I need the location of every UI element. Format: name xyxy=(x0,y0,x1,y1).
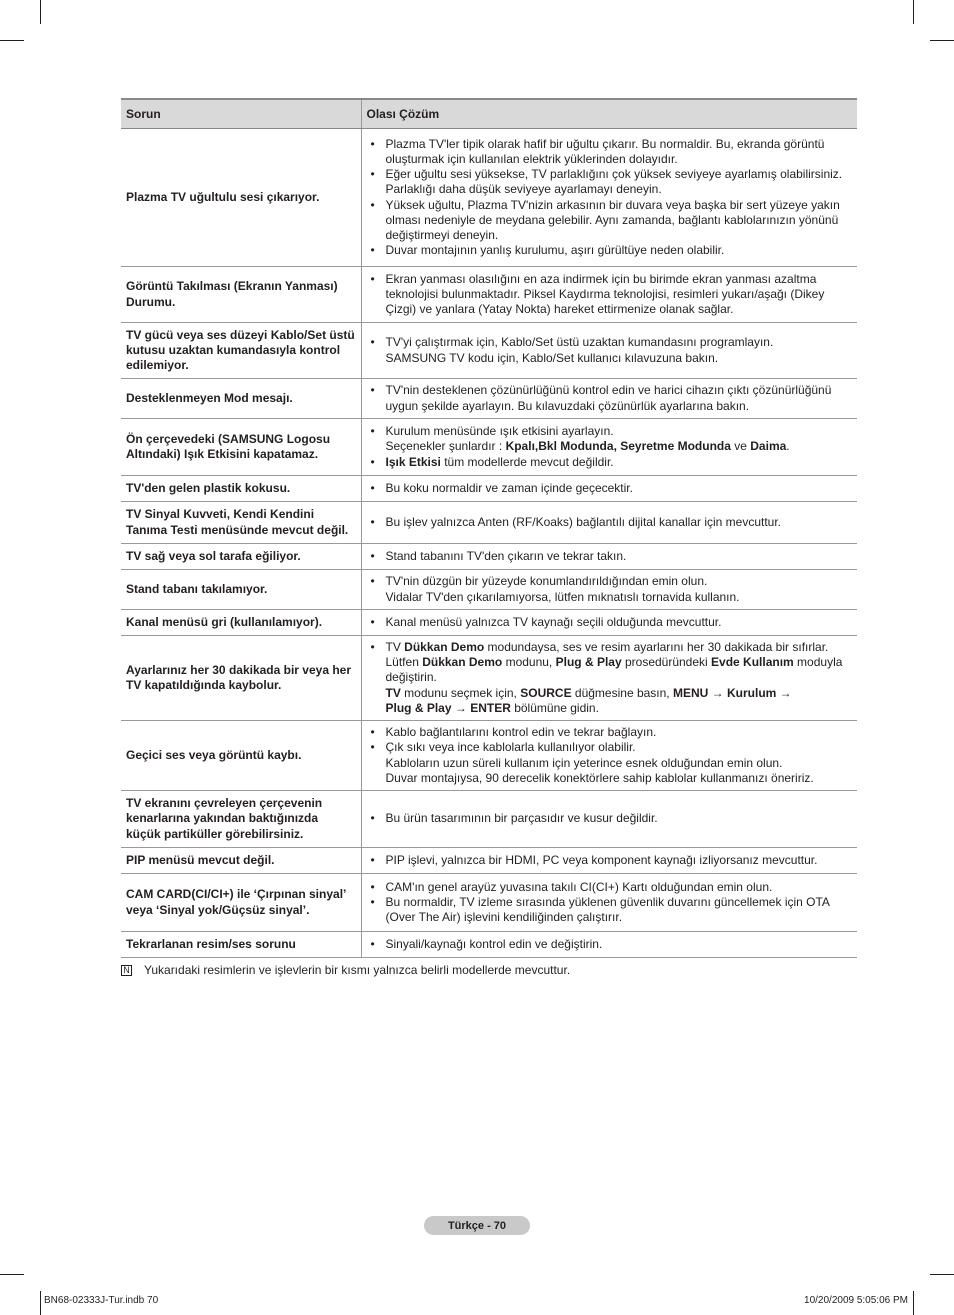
solution-cell xyxy=(361,267,857,323)
table-row xyxy=(121,848,857,874)
solution-item xyxy=(370,853,852,868)
crop-mark xyxy=(913,0,914,24)
solution-line: uygun şekilde ayarlayın. Bu kılavuzdaki çözünürlük ayarlarına bakın. xyxy=(385,398,750,413)
solution-line: • Duvar montajının yanlış kurulumu, aşırı gürültüye neden olabilir. xyxy=(385,243,725,258)
solution-line: SAMSUNG TV kodu için, Kablo/Set kullanıcı kılavuzuna bakın. xyxy=(385,350,719,365)
solution-item xyxy=(370,167,852,197)
solution-item xyxy=(370,725,852,740)
solution-item xyxy=(370,895,852,925)
solution-item xyxy=(370,481,852,496)
solution-cell xyxy=(361,502,857,544)
solution-line: • Kanal menüsü yalnızca TV kaynağı seçili olduğunda mevcuttur. xyxy=(385,614,722,629)
solution-line: olması nedeniyle de meydana gelebilir. Aynı zamanda, bağlantı kablolarınızın yönünü xyxy=(385,212,839,227)
solution-line: • Kablo bağlantılarını kontrol edin ve tekrar bağlayın. xyxy=(385,725,657,740)
solution-item xyxy=(370,515,852,530)
solution-line: • Eğer uğultu sesi yüksekse, TV parlaklığını çok yüksek seviyeye ayarlamış olabilirsiniz. xyxy=(385,167,843,182)
solution-line: • Işık Etkisi tüm modellerde mevcut değildir. xyxy=(385,454,614,469)
crop-mark xyxy=(930,1274,954,1275)
solution-item xyxy=(370,455,852,470)
solution-list xyxy=(370,272,852,318)
problem-cell: Ayarlarınız her 30 dakikada bir veya her TV kapatıldığında kaybolur. xyxy=(121,636,361,721)
table-body xyxy=(121,129,857,958)
solution-line: Seçenekler şunlardır : Kpalı,Bkl Modunda, Seyretme Modunda ve Daima. xyxy=(385,439,790,454)
solution-line: Plug & Play → ENTER bölümüne gidin. xyxy=(385,700,599,715)
problem-cell: Stand tabanı takılamıyor. xyxy=(121,570,361,610)
solution-item xyxy=(370,198,852,244)
solution-cell xyxy=(361,610,857,636)
note-icon: N xyxy=(121,965,132,976)
solution-line: • Bu normaldir, TV izleme sırasında yüklenen güvenlik duvarını güncellemek için OTA xyxy=(385,894,830,909)
footer-file: BN68-02333J-Tur.indb 70 xyxy=(44,1295,159,1306)
solution-line: • TV Dükkan Demo modundaysa, ses ve resim ayarlarını her 30 dakikada bir sıfırlar. xyxy=(385,639,829,654)
table-row xyxy=(121,721,857,791)
solution-item xyxy=(370,880,852,895)
solution-cell xyxy=(361,791,857,848)
table-row xyxy=(121,502,857,544)
solution-list xyxy=(370,383,852,413)
solution-list xyxy=(370,574,852,604)
solution-item xyxy=(370,549,852,564)
solution-line: Duvar montajıysa, 90 derecelik konektörlere sahip kablolar kullanmanızı öneririz. xyxy=(385,770,814,785)
solution-line: değiştirmeyi deneyin. xyxy=(385,227,499,242)
header-problem: Sorun xyxy=(121,99,361,129)
solution-line: Çizgi) ve yanlara (Yatay Nokta) hareket ettirmenize olanak sağlar. xyxy=(385,302,734,317)
solution-cell xyxy=(361,379,857,419)
solution-item xyxy=(370,811,852,826)
solution-list xyxy=(370,937,852,952)
solution-line: • TV'nin desteklenen çözünürlüğünü kontrol edin ve harici cihazın çıktı çözünürlüğünü xyxy=(385,383,832,398)
table-row xyxy=(121,476,857,502)
solution-item xyxy=(370,640,852,716)
problem-cell: PIP menüsü mevcut değil. xyxy=(121,848,361,874)
troubleshooting-table xyxy=(121,98,857,958)
problem-cell: Plazma TV uğultulu sesi çıkarıyor. xyxy=(121,129,361,267)
crop-mark xyxy=(913,1291,914,1315)
problem-cell: Görüntü Takılması (Ekranın Yanması) Durumu. xyxy=(121,267,361,323)
table-row xyxy=(121,267,857,323)
problem-cell: Tekrarlanan resim/ses sorunu xyxy=(121,932,361,958)
solution-item xyxy=(370,137,852,167)
crop-mark xyxy=(0,40,24,41)
solution-line: • Bu ürün tasarımının bir parçasıdır ve kusur değildir. xyxy=(385,811,658,826)
solution-cell xyxy=(361,932,857,958)
solution-item xyxy=(370,272,852,318)
solution-cell xyxy=(361,129,857,267)
table-row xyxy=(121,323,857,379)
problem-cell: Ön çerçevedeki (SAMSUNG Logosu Altındaki) Işık Etkisini kapatamaz. xyxy=(121,419,361,476)
problem-cell: TV Sinyal Kuvveti, Kendi Kendini Tanıma Testi menüsünde mevcut değil. xyxy=(121,502,361,544)
solution-item xyxy=(370,335,852,365)
problem-cell: Desteklenmeyen Mod mesajı. xyxy=(121,379,361,419)
solution-line: değiştirin. xyxy=(385,670,437,685)
solution-line: • PIP işlevi, yalnızca bir HDMI, PC veya komponent kaynağı izliyorsanız mevcuttur. xyxy=(385,852,818,867)
solution-line: • Stand tabanını TV'den çıkarın ve tekrar takın. xyxy=(385,548,627,563)
crop-mark xyxy=(0,1274,24,1275)
header-solution: Olası Çözüm xyxy=(361,99,857,129)
table-row xyxy=(121,932,857,958)
table-row xyxy=(121,636,857,721)
problem-cell: Geçici ses veya görüntü kaybı. xyxy=(121,721,361,791)
solution-line: Parlaklığı daha düşük seviyeye ayarlamayı deneyin. xyxy=(385,182,662,197)
solution-list xyxy=(370,424,852,470)
solution-line: (Over The Air) işlevini kendiliğinden çalıştırır. xyxy=(385,910,623,925)
solution-item xyxy=(370,424,852,454)
solution-item xyxy=(370,243,852,258)
crop-mark xyxy=(40,0,41,24)
solution-list xyxy=(370,549,852,564)
solution-line: • TV'nin düzgün bir yüzeyde konumlandırıldığından emin olun. xyxy=(385,574,708,589)
solution-cell xyxy=(361,544,857,570)
solution-list xyxy=(370,335,852,365)
solution-cell xyxy=(361,636,857,721)
note-text: Yukarıdaki resimlerin ve işlevlerin bir kısmı yalnızca belirli modellerde mevcuttur. xyxy=(144,963,571,977)
solution-list xyxy=(370,880,852,926)
table-row xyxy=(121,379,857,419)
solution-list xyxy=(370,481,852,496)
solution-line: oluşturmak için kullanılan elektrik yüklerinden dolayıdır. xyxy=(385,151,678,166)
solution-line: • Bu işlev yalnızca Anten (RF/Koaks) bağlantılı dijital kanallar için mevcuttur. xyxy=(385,514,782,529)
solution-cell xyxy=(361,323,857,379)
solution-line: • Yüksek uğultu, Plazma TV'nizin arkasının bir duvara veya başka bir sert yüzeye yakın xyxy=(385,197,840,212)
table-row xyxy=(121,419,857,476)
solution-list xyxy=(370,725,852,786)
solution-line: • TV'yi çalıştırmak için, Kablo/Set üstü uzaktan kumandasını programlayın. xyxy=(385,335,774,350)
solution-cell xyxy=(361,721,857,791)
solution-line: • Kurulum menüsünde ışık etkisini ayarlayın. xyxy=(385,424,614,439)
solution-cell xyxy=(361,848,857,874)
solution-line: • Plazma TV'ler tipik olarak hafif bir uğultu çıkarır. Bu normaldir. Bu, ekranda görüntü xyxy=(385,136,825,151)
table-row xyxy=(121,791,857,848)
table-row xyxy=(121,874,857,932)
problem-cell: CAM CARD(CI/CI+) ile ‘Çırpınan sinyal’ veya ‘Sinyal yok/Güçsüz sinyal’. xyxy=(121,874,361,932)
footer-datetime: 10/20/2009 5:05:06 PM xyxy=(804,1295,908,1306)
problem-cell: TV'den gelen plastik kokusu. xyxy=(121,476,361,502)
solution-list xyxy=(370,515,852,530)
solution-item xyxy=(370,740,852,786)
note xyxy=(121,963,570,977)
solution-line: • CAM'ın genel arayüz yuvasına takılı CI(CI+) Kartı olduğundan emin olun. xyxy=(385,879,773,894)
solution-line: Kabloların uzun süreli kullanım için yeterince esnek olduğundan emin olun. xyxy=(385,755,783,770)
solution-cell xyxy=(361,570,857,610)
problem-cell: TV sağ veya sol tarafa eğiliyor. xyxy=(121,544,361,570)
solution-cell xyxy=(361,476,857,502)
solution-line: TV modunu seçmek için, SOURCE düğmesine basın, MENU → Kurulum → xyxy=(385,685,792,700)
solution-line: • Bu koku normaldir ve zaman içinde geçecektir. xyxy=(385,480,633,495)
solution-line: • Sinyali/kaynağı kontrol edin ve değiştirin. xyxy=(385,936,603,951)
solution-line: Lütfen Dükkan Demo modunu, Plug & Play prosedüründeki Evde Kullanım moduyla xyxy=(385,655,843,670)
solution-item xyxy=(370,937,852,952)
table-row xyxy=(121,610,857,636)
solution-list xyxy=(370,853,852,868)
page-number-badge: Türkçe - 70 xyxy=(424,1216,530,1235)
solution-cell xyxy=(361,419,857,476)
solution-line: • Ekran yanması olasılığını en aza indirmek için bu birimde ekran yanması azaltma xyxy=(385,271,817,286)
solution-item xyxy=(370,383,852,413)
problem-cell: TV gücü veya ses düzeyi Kablo/Set üstü kutusu uzaktan kumandasıyla kontrol edilemiyor. xyxy=(121,323,361,379)
table-header-row xyxy=(121,99,857,129)
problem-cell: Kanal menüsü gri (kullanılamıyor). xyxy=(121,610,361,636)
solution-item xyxy=(370,615,852,630)
solution-line: teknolojisi bulunmaktadır. Piksel Kaydırma teknolojisi, resimleri yukarı/aşağı (Dikey xyxy=(385,286,825,301)
table-row xyxy=(121,570,857,610)
problem-cell: TV ekranını çevreleyen çerçevenin kenarlarına yakından baktığınızda küçük partiküller görebilirsiniz. xyxy=(121,791,361,848)
solution-item xyxy=(370,574,852,604)
table-row xyxy=(121,544,857,570)
solution-line: Vidalar TV'den çıkarılamıyorsa, lütfen mıknatıslı tornavida kullanın. xyxy=(385,589,740,604)
table-row xyxy=(121,129,857,267)
solution-list xyxy=(370,811,852,826)
solution-cell xyxy=(361,874,857,932)
crop-mark xyxy=(40,1291,41,1315)
solution-line: • Çık sıkı veya ince kablolarla kullanılıyor olabilir. xyxy=(385,740,636,755)
crop-mark xyxy=(930,40,954,41)
solution-list xyxy=(370,615,852,630)
solution-list xyxy=(370,640,852,716)
solution-list xyxy=(370,137,852,259)
